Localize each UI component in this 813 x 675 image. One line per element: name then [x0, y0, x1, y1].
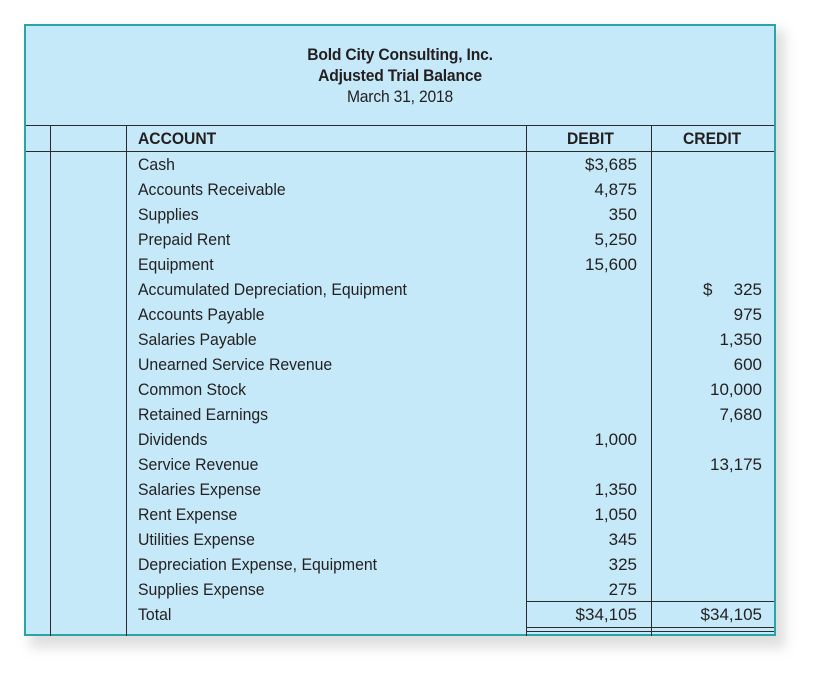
- credit-amount: [652, 552, 762, 577]
- debit-amount: [526, 377, 637, 402]
- company-name: Bold City Consulting, Inc.: [307, 45, 493, 64]
- account-name: Dividends: [138, 430, 208, 449]
- debit-amount: 350: [608, 205, 637, 224]
- debit-amount: 1,050: [594, 505, 637, 524]
- debit-amount: 5,250: [594, 230, 637, 249]
- table-row: [26, 352, 774, 377]
- debit-amount: [526, 327, 637, 352]
- credit-dollar-sign: $: [703, 280, 713, 299]
- table-row: [26, 552, 774, 577]
- account-name: Accounts Payable: [138, 305, 265, 324]
- total-double-rule-2: [526, 631, 774, 632]
- credit-column-header: CREDIT: [683, 129, 742, 148]
- credit-amount: [652, 177, 762, 202]
- table-row: [26, 427, 774, 452]
- account-name: Common Stock: [138, 380, 247, 399]
- table-row: [26, 327, 774, 352]
- credit-amount: [652, 527, 762, 552]
- account-name: Unearned Service Revenue: [138, 355, 333, 374]
- debit-amount: 4,875: [594, 180, 637, 199]
- debit-amount: 1,350: [594, 480, 637, 499]
- account-name: Salaries Payable: [138, 330, 257, 349]
- account-name: Accounts Receivable: [138, 180, 286, 199]
- debit-amount: 15,600: [585, 255, 637, 274]
- credit-amount: [652, 477, 762, 502]
- debit-amount: [526, 452, 637, 477]
- account-name: Service Revenue: [138, 455, 259, 474]
- table-row: [26, 377, 774, 402]
- table-row: [26, 452, 774, 477]
- credit-amount: $34,105: [700, 605, 762, 624]
- credit-amount: [652, 252, 762, 277]
- credit-amount: [652, 152, 762, 177]
- credit-amount: 13,175: [710, 455, 762, 474]
- account-name: Prepaid Rent: [138, 230, 231, 249]
- account-name: Rent Expense: [138, 505, 238, 524]
- debit-amount: 325: [608, 555, 637, 574]
- table-row: [26, 527, 774, 552]
- table-row: [26, 227, 774, 252]
- table-row: [26, 577, 774, 602]
- trial-balance-sheet: [24, 24, 776, 636]
- account-name: Salaries Expense: [138, 480, 262, 499]
- table-row: [26, 177, 774, 202]
- credit-amount: 10,000: [710, 380, 762, 399]
- credit-amount: 7,680: [719, 405, 762, 424]
- account-name: Cash: [138, 155, 175, 174]
- debit-amount: 1,000: [594, 430, 637, 449]
- statement-title: Adjusted Trial Balance: [318, 66, 482, 85]
- table-row: [26, 277, 774, 302]
- debit-amount: $3,685: [585, 155, 637, 174]
- debit-amount: [526, 402, 637, 427]
- debit-amount: 275: [608, 580, 637, 599]
- account-name: Supplies Expense: [138, 580, 265, 599]
- account-name: Total: [138, 605, 172, 624]
- table-row: [26, 152, 774, 177]
- credit-amount: [652, 502, 762, 527]
- debit-amount: [526, 302, 637, 327]
- account-column-header: ACCOUNT: [138, 129, 217, 148]
- table-row: [26, 302, 774, 327]
- table-row: [26, 602, 774, 627]
- debit-amount: 345: [608, 530, 637, 549]
- account-name: Depreciation Expense, Equipment: [138, 555, 378, 574]
- credit-amount: 600: [733, 355, 762, 374]
- table-row: [26, 402, 774, 427]
- credit-amount: [652, 427, 762, 452]
- table-row: [26, 202, 774, 227]
- credit-amount: 1,350: [719, 330, 762, 349]
- table-row: [26, 477, 774, 502]
- account-name: Utilities Expense: [138, 530, 255, 549]
- account-name: Equipment: [138, 255, 214, 274]
- credit-amount: [652, 577, 762, 602]
- table-row: [26, 252, 774, 277]
- account-name: Retained Earnings: [138, 405, 269, 424]
- debit-amount: $34,105: [575, 605, 637, 624]
- credit-amount: [652, 227, 762, 252]
- credit-amount: [652, 202, 762, 227]
- debit-column-header: DEBIT: [567, 129, 614, 148]
- statement-date: March 31, 2018: [346, 87, 454, 106]
- table-row: [26, 502, 774, 527]
- statement-header: [26, 26, 774, 126]
- debit-amount: [526, 277, 637, 302]
- credit-amount: 975: [733, 305, 762, 324]
- account-name: Accumulated Depreciation, Equipment: [138, 280, 407, 299]
- account-name: Supplies: [138, 205, 199, 224]
- credit-amount: 325: [733, 280, 762, 299]
- debit-amount: [526, 352, 637, 377]
- total-double-rule-1: [526, 627, 774, 628]
